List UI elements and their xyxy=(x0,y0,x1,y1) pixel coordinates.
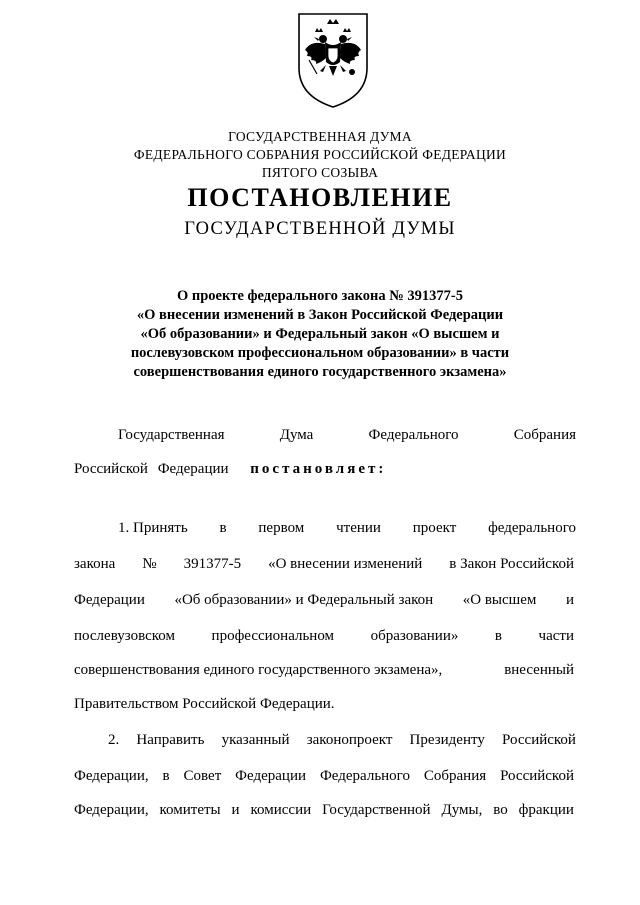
word: «О внесении изменений xyxy=(268,556,423,572)
word: Совет xyxy=(183,768,222,784)
subject-line: совершенствования единого государственного экзамена» xyxy=(133,364,507,380)
word: Президенту xyxy=(409,732,485,748)
para1-line-4 xyxy=(74,626,574,646)
word: 1. Принять xyxy=(118,520,188,536)
word: профессиональном xyxy=(211,628,335,644)
word: 2. xyxy=(108,732,120,748)
word: закона xyxy=(74,556,116,572)
word: «О высшем xyxy=(462,592,537,608)
header-line-2: ФЕДЕРАЛЬНОГО СОБРАНИЯ РОССИЙСКОЙ ФЕДЕРАЦИИ xyxy=(133,147,507,162)
word: совершенствования единого государственного экзамена», xyxy=(74,662,443,678)
para2-line-1 xyxy=(108,730,576,750)
word: Дума xyxy=(279,427,314,443)
para1-line-6: Правительством Российской Федерации. xyxy=(74,696,335,712)
word: внесенный xyxy=(504,662,574,678)
word: Российской xyxy=(502,732,576,748)
word: Федерации xyxy=(235,768,307,784)
word: чтении xyxy=(336,520,381,536)
para1-line-3 xyxy=(74,590,574,610)
preamble-line-1 xyxy=(118,425,576,445)
word: и xyxy=(231,802,240,818)
double-headed-eagle-icon xyxy=(295,10,371,110)
word: Государственная xyxy=(118,427,225,443)
word: Федерального xyxy=(319,768,410,784)
para2-line-3 xyxy=(74,800,574,820)
document-subtitle: ГОСУДАРСТВЕННОЙ ДУМЫ xyxy=(184,219,456,239)
word: послевузовском xyxy=(74,628,175,644)
resolution-verb: постановляет: xyxy=(250,461,387,477)
word: Федерации xyxy=(74,592,145,608)
word: Российской xyxy=(500,768,574,784)
subject-line: послевузовском профессиональном образовании» в части xyxy=(130,345,510,361)
word: Федерации xyxy=(157,461,229,477)
preamble-line-2 xyxy=(74,459,574,479)
para1-line-5 xyxy=(74,660,574,680)
word: проект xyxy=(412,520,457,536)
word: Направить xyxy=(136,732,205,748)
word: Федерации, xyxy=(74,802,149,818)
word: в xyxy=(162,768,170,784)
word: в xyxy=(494,628,502,644)
word: федерального xyxy=(488,520,576,536)
word: указанный xyxy=(221,732,290,748)
coat-of-arms-emblem xyxy=(295,10,371,110)
word: № xyxy=(142,556,157,572)
header-line-1: ГОСУДАРСТВЕННАЯ ДУМА xyxy=(228,129,412,144)
word: во xyxy=(493,802,508,818)
word: «Об образовании» и Федеральный закон xyxy=(174,592,434,608)
header-line-3: ПЯТОГО СОЗЫВА xyxy=(261,165,379,180)
para2-line-2 xyxy=(74,766,574,786)
para1-line-1 xyxy=(118,518,576,538)
resolution-subject xyxy=(0,287,640,382)
word: и xyxy=(565,592,574,608)
word: первом xyxy=(258,520,305,536)
word: 391377-5 xyxy=(183,556,242,572)
subject-line: О проекте федерального закона № 391377-5 xyxy=(176,288,464,304)
word: фракции xyxy=(518,802,574,818)
word: Федерального xyxy=(368,427,459,443)
word: комитеты xyxy=(159,802,221,818)
word: образовании» xyxy=(370,628,459,644)
word: Собрания xyxy=(513,427,576,443)
word: Федерации, xyxy=(74,768,149,784)
word: Думы, xyxy=(441,802,483,818)
word: Собрания xyxy=(423,768,487,784)
word: Государственной xyxy=(322,802,431,818)
word: в xyxy=(219,520,227,536)
word: законопроект xyxy=(306,732,393,748)
subject-line: «О внесении изменений в Закон Российской Федерации xyxy=(136,307,504,323)
para1-line-2 xyxy=(74,554,574,574)
subject-line: «Об образовании» и Федеральный закон «О высшем и xyxy=(140,326,500,342)
word: комиссии xyxy=(250,802,312,818)
word: в Закон Российской xyxy=(449,556,574,572)
word: Российской xyxy=(74,461,148,477)
word: части xyxy=(538,628,574,644)
document-title: ПОСТАНОВЛЕНИЕ xyxy=(187,183,453,212)
